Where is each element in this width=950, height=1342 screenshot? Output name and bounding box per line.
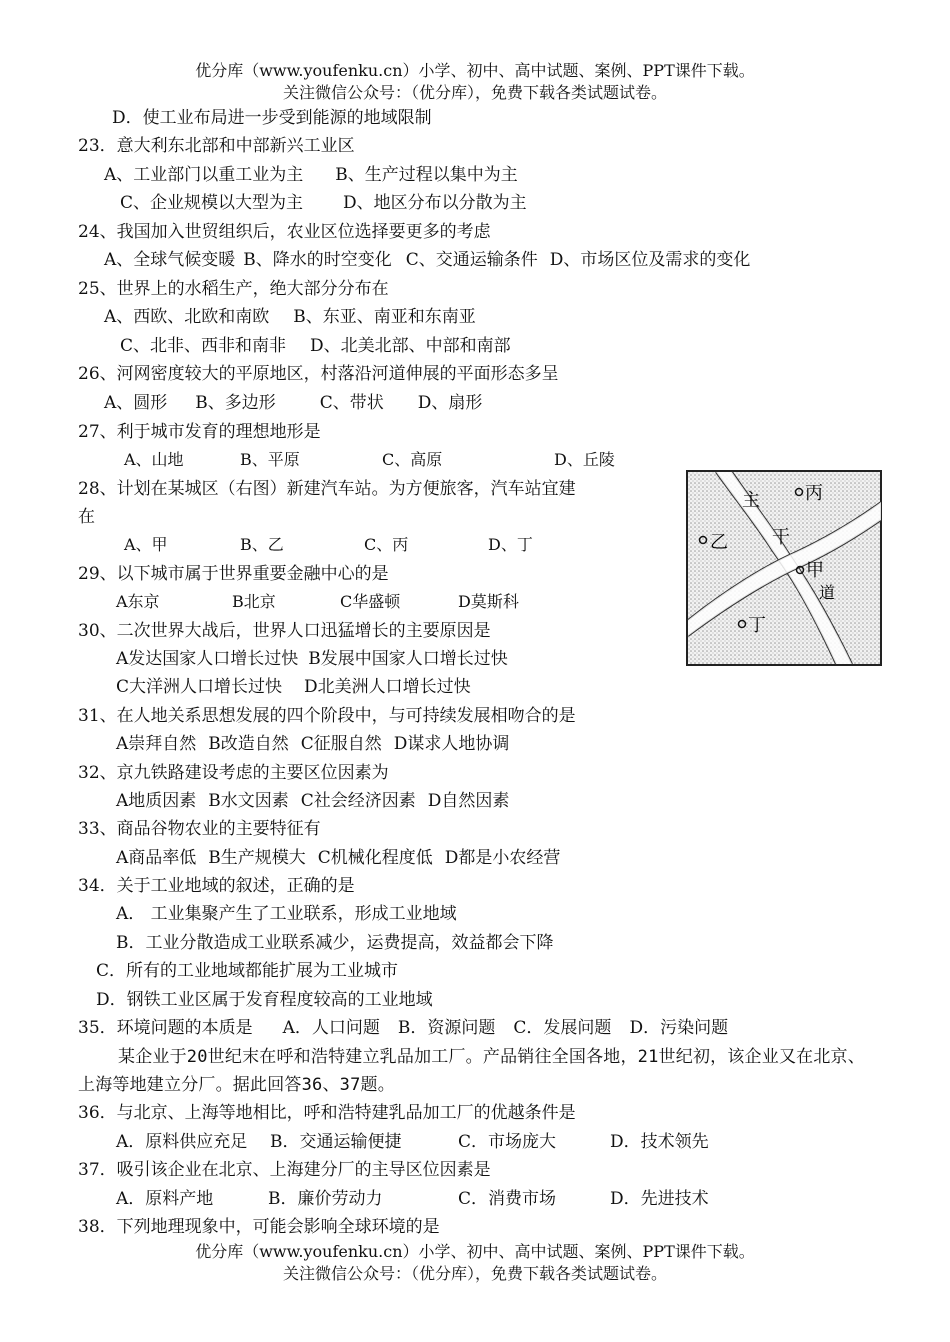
q33-option-c: C机械化程度低 bbox=[317, 848, 433, 868]
q32-option-b: B水文因素 bbox=[208, 791, 289, 811]
q33-options bbox=[116, 846, 560, 870]
map-label-jia: 甲 bbox=[806, 560, 824, 581]
q33-option-a: A商品率低 bbox=[116, 848, 197, 868]
q24-stem: 24、我国加入世贸组织后，农业区位选择要更多的考虑 bbox=[78, 222, 491, 242]
q32-options bbox=[116, 789, 509, 813]
q35-option-d: D．污染问题 bbox=[629, 1018, 729, 1038]
q28-option-c: C、丙 bbox=[364, 535, 409, 554]
city-district-map bbox=[686, 470, 882, 666]
q35-option-c: C．发展问题 bbox=[513, 1018, 612, 1038]
q29-options bbox=[116, 590, 519, 614]
q24-option-d: D、市场区位及需求的变化 bbox=[549, 250, 751, 270]
q29-option-b: B北京 bbox=[232, 592, 276, 611]
reading-passage: 某企业于20世纪末在呼和浩特建立乳品加工厂。产品销往全国各地，21世纪初，该企业又在北京、上海等地建立分厂。据此回答36、37题。 bbox=[78, 1047, 865, 1095]
q24-option-a: A、全球气候变暖 bbox=[104, 250, 236, 270]
q23-options-row2 bbox=[120, 191, 527, 215]
q26-options bbox=[104, 391, 482, 415]
q28-stem-line2: 在 bbox=[78, 507, 95, 527]
q22-option-d: D．使工业布局进一步受到能源的地域限制 bbox=[112, 108, 432, 128]
q37-option-c: C．消费市场 bbox=[458, 1189, 557, 1209]
q31-options bbox=[116, 732, 509, 756]
q26-option-a: A、圆形 bbox=[104, 393, 168, 413]
q24-option-b: B、降水的时空变化 bbox=[243, 250, 392, 270]
q23-stem: 23．意大利东北部和中部新兴工业区 bbox=[78, 136, 355, 156]
q26-option-d: D、扇形 bbox=[417, 393, 483, 413]
q30-stem: 30、二次世界大战后，世界人口迅猛增长的主要原因是 bbox=[78, 621, 491, 641]
q34-option-a: A． 工业集聚产生了工业联系，形成工业地域 bbox=[116, 904, 457, 924]
q23-option-d: D、地区分布以分散为主 bbox=[343, 193, 527, 213]
q25-options-row1 bbox=[104, 305, 476, 329]
q32-stem: 32、京九铁路建设考虑的主要区位因素为 bbox=[78, 763, 389, 783]
q30-option-c: C大洋洲人口增长过快 bbox=[116, 677, 283, 697]
map-label-zhu: 主 bbox=[742, 490, 760, 511]
q32-option-d: D自然因素 bbox=[427, 791, 510, 811]
q36-option-b: B．交通运输便捷 bbox=[270, 1132, 402, 1152]
q25-option-b: B、东亚、南亚和东南亚 bbox=[293, 307, 476, 327]
q27-option-c: C、高原 bbox=[382, 450, 443, 469]
q38-stem: 38．下列地理现象中，可能会影响全球环境的是 bbox=[78, 1217, 440, 1237]
q33-stem: 33、商品谷物农业的主要特征有 bbox=[78, 819, 321, 839]
q33-option-d: D都是小农经营 bbox=[444, 848, 561, 868]
q30-option-d: D北美洲人口增长过快 bbox=[304, 677, 471, 697]
q33-option-b: B生产规模大 bbox=[208, 848, 306, 868]
q37-option-a: A．原料产地 bbox=[116, 1189, 214, 1209]
map-label-dao: 道 bbox=[819, 583, 836, 602]
q29-option-a: A东京 bbox=[116, 592, 160, 611]
q30-options-row2 bbox=[116, 675, 471, 699]
q30-option-a: A发达国家人口增长过快 bbox=[116, 649, 299, 669]
q28-option-d: D、丁 bbox=[488, 535, 533, 554]
q24-options bbox=[104, 248, 750, 272]
q32-option-c: C社会经济因素 bbox=[300, 791, 416, 811]
q35-option-b: B．资源问题 bbox=[397, 1018, 496, 1038]
map-label-ding: 丁 bbox=[748, 615, 766, 636]
q35-row bbox=[78, 1016, 728, 1040]
q25-options-row2 bbox=[120, 334, 511, 358]
q31-option-a: A崇拜自然 bbox=[116, 734, 197, 754]
q36-stem: 36．与北京、上海等地相比，呼和浩特建乳品加工厂的优越条件是 bbox=[78, 1103, 576, 1123]
q29-stem: 29、以下城市属于世界重要金融中心的是 bbox=[78, 564, 389, 584]
header-line-1: 优分库（www.youfenku.cn）小学、初中、高中试题、案例、PPT课件下载。 bbox=[195, 61, 755, 80]
q26-stem: 26、河网密度较大的平原地区，村落沿河道伸展的平面形态多呈 bbox=[78, 364, 559, 384]
q25-option-a: A、西欧、北欧和南欧 bbox=[104, 307, 270, 327]
q37-options bbox=[116, 1187, 709, 1211]
footer-line-2: 关注微信公众号：（优分库），免费下载各类试题试卷。 bbox=[282, 1264, 667, 1283]
q34-option-b: B．工业分散造成工业联系减少，运费提高，效益都会下降 bbox=[116, 933, 554, 953]
q24-option-c: C、交通运输条件 bbox=[405, 250, 538, 270]
q23-options-row1 bbox=[104, 163, 518, 187]
q30-option-b: B发展中国家人口增长过快 bbox=[308, 649, 508, 669]
q34-option-d: D．钢铁工业区属于发育程度较高的工业地域 bbox=[96, 990, 433, 1010]
q28-stem-line1: 28、计划在某城区（右图）新建汽车站。为方便旅客，汽车站宜建 bbox=[78, 479, 576, 499]
q28-option-b: B、乙 bbox=[240, 535, 284, 554]
q25-option-d: D、北美北部、中部和南部 bbox=[310, 336, 511, 356]
q35-stem: 35．环境问题的本质是 bbox=[78, 1018, 253, 1038]
q34-stem: 34．关于工业地域的叙述，正确的是 bbox=[78, 876, 355, 896]
q28-option-a: A、甲 bbox=[124, 535, 168, 554]
footer-line-1: 优分库（www.youfenku.cn）小学、初中、高中试题、案例、PPT课件下载。 bbox=[195, 1242, 755, 1261]
q27-stem: 27、利于城市发育的理想地形是 bbox=[78, 422, 321, 442]
q35-option-a: A．人口问题 bbox=[282, 1018, 380, 1038]
q25-stem: 25、世界上的水稻生产，绝大部分分布在 bbox=[78, 279, 389, 299]
q36-options bbox=[116, 1130, 709, 1154]
q26-option-c: C、带状 bbox=[319, 393, 384, 413]
q25-option-c: C、北非、西非和南非 bbox=[120, 336, 287, 356]
q37-option-d: D．先进技术 bbox=[610, 1189, 709, 1209]
q27-option-b: B、平原 bbox=[240, 450, 300, 469]
q30-options-row1 bbox=[116, 647, 508, 671]
q27-option-a: A、山地 bbox=[124, 450, 184, 469]
map-label-yi: 乙 bbox=[710, 532, 728, 553]
map-label-bing: 丙 bbox=[805, 483, 823, 504]
q37-option-b: B．廉价劳动力 bbox=[268, 1189, 383, 1209]
q26-option-b: B、多边形 bbox=[195, 393, 276, 413]
map-label-gan: 干 bbox=[772, 527, 790, 548]
q29-option-d: D莫斯科 bbox=[458, 592, 519, 611]
q31-option-d: D谋求人地协调 bbox=[393, 734, 510, 754]
q27-options bbox=[124, 448, 615, 472]
q29-option-c: C华盛顿 bbox=[340, 592, 401, 611]
q31-option-b: B改造自然 bbox=[208, 734, 289, 754]
q31-option-c: C征服自然 bbox=[300, 734, 382, 754]
q36-option-c: C．市场庞大 bbox=[458, 1132, 557, 1152]
q23-option-c: C、企业规模以大型为主 bbox=[120, 193, 304, 213]
q28-options bbox=[124, 533, 533, 557]
header-line-2: 关注微信公众号：（优分库），免费下载各类试题试卷。 bbox=[282, 83, 667, 102]
q36-option-d: D．技术领先 bbox=[610, 1132, 709, 1152]
q31-stem: 31、在人地关系思想发展的四个阶段中，与可持续发展相吻合的是 bbox=[78, 706, 576, 726]
q36-option-a: A．原料供应充足 bbox=[116, 1132, 248, 1152]
q37-stem: 37．吸引该企业在北京、上海建分厂的主导区位因素是 bbox=[78, 1160, 491, 1180]
q27-option-d: D、丘陵 bbox=[554, 450, 615, 469]
q23-option-a: A、工业部门以重工业为主 bbox=[104, 165, 304, 185]
q34-option-c: C．所有的工业地域都能扩展为工业城市 bbox=[96, 961, 399, 981]
q32-option-a: A地质因素 bbox=[116, 791, 197, 811]
q23-option-b: B、生产过程以集中为主 bbox=[335, 165, 518, 185]
